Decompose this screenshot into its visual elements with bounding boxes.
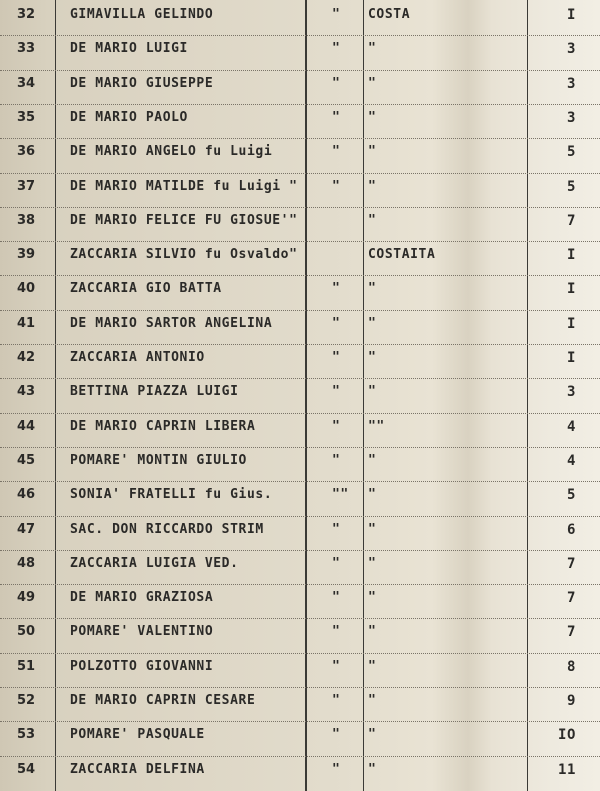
row-ditto-mark: " — [332, 41, 341, 57]
row-name: GIMAVILLA GELINDO — [70, 7, 214, 22]
row-location: " — [368, 144, 377, 160]
row-value: 7 — [566, 212, 576, 229]
table-row — [0, 585, 600, 619]
row-name: POMARE' VALENTINO — [70, 624, 214, 640]
row-number: 45 — [17, 452, 36, 468]
row-ditto-mark: " — [332, 315, 341, 331]
row-number: 43 — [17, 384, 36, 400]
row-name: DE MARIO GRAZIOSA — [70, 590, 214, 606]
row-location: " — [368, 41, 377, 57]
row-number: 34 — [17, 75, 36, 91]
table-row — [0, 71, 600, 105]
row-location: " — [368, 315, 377, 331]
row-location: " — [368, 452, 377, 468]
row-ditto-mark: " — [332, 418, 341, 434]
row-ditto-mark: " — [332, 761, 341, 777]
table-row — [0, 276, 600, 310]
table-row — [0, 139, 600, 173]
row-location: " — [368, 727, 377, 743]
row-number: 36 — [17, 144, 36, 160]
row-value: I — [566, 7, 576, 23]
row-value: 11 — [557, 761, 576, 778]
row-location: " — [368, 521, 377, 537]
row-value: 6 — [566, 521, 576, 538]
row-number: 47 — [17, 521, 36, 537]
row-name: POLZOTTO GIOVANNI — [70, 658, 214, 674]
table-row — [0, 379, 600, 413]
row-location: COSTA — [368, 7, 411, 22]
row-name: DE MARIO CAPRIN LIBERA — [70, 418, 256, 434]
row-number: 46 — [17, 487, 36, 503]
row-ditto-mark: " — [332, 350, 341, 365]
row-value: 8 — [566, 658, 576, 675]
row-ditto-mark: " — [332, 452, 341, 468]
table-row — [0, 688, 600, 722]
row-number: 40 — [17, 281, 36, 297]
row-location: " — [368, 658, 377, 674]
row-ditto-mark: " — [332, 658, 341, 674]
table-row — [0, 654, 600, 688]
row-value: 5 — [566, 487, 576, 504]
row-location: COSTAITA — [368, 247, 436, 263]
row-location: " — [368, 350, 377, 365]
row-name: DE MARIO PAOLO — [70, 109, 188, 125]
row-value: IO — [557, 727, 576, 744]
row-name: DE MARIO LUIGI — [70, 41, 188, 57]
row-number: 54 — [17, 761, 36, 777]
row-value: I — [566, 247, 576, 264]
table-row — [0, 448, 600, 482]
row-name: SONIA' FRATELLI fu Gius. — [70, 487, 273, 503]
row-value: 7 — [566, 590, 576, 607]
row-location: "" — [368, 418, 385, 434]
row-value: 4 — [566, 452, 576, 469]
row-number: 32 — [17, 7, 36, 22]
row-value: 9 — [566, 693, 576, 709]
row-location: " — [368, 693, 377, 708]
row-value: 3 — [566, 109, 576, 126]
row-name: DE MARIO MATILDE fu Luigi " — [70, 178, 298, 194]
row-name: POMARE' MONTIN GIULIO — [70, 452, 247, 468]
row-location: " — [368, 384, 377, 400]
row-name: SAC. DON RICCARDO STRIM — [70, 521, 264, 537]
row-value: 7 — [566, 624, 576, 641]
row-ditto-mark: " — [332, 624, 341, 640]
table-row — [0, 619, 600, 653]
row-ditto-mark: " — [332, 384, 341, 400]
row-number: 49 — [17, 590, 36, 606]
row-value: 7 — [566, 555, 576, 572]
table-row — [0, 174, 600, 208]
row-value: I — [566, 350, 576, 366]
row-ditto-mark: " — [332, 590, 341, 606]
table-row — [0, 242, 600, 276]
row-name: ZACCARIA ANTONIO — [70, 350, 205, 365]
row-location: " — [368, 178, 377, 194]
row-location: " — [368, 761, 377, 777]
row-location: " — [368, 590, 377, 606]
row-ditto-mark: " — [332, 555, 341, 571]
table-row — [0, 414, 600, 448]
row-name: DE MARIO GIUSEPPE — [70, 75, 214, 91]
table-row — [0, 722, 600, 756]
row-number: 39 — [17, 247, 36, 263]
row-name: BETTINA PIAZZA LUIGI — [70, 384, 239, 400]
row-ditto-mark: "" — [332, 487, 349, 503]
table-row — [0, 551, 600, 585]
row-number: 37 — [17, 178, 36, 194]
row-number: 48 — [17, 555, 36, 571]
row-number: 33 — [17, 41, 36, 57]
table-row — [0, 208, 600, 242]
row-value: I — [566, 315, 576, 332]
table-row — [0, 36, 600, 70]
row-ditto-mark: " — [332, 281, 341, 297]
row-value: 3 — [566, 75, 576, 92]
row-value: 5 — [566, 178, 576, 195]
row-location: " — [368, 75, 377, 91]
row-number: 38 — [17, 212, 36, 228]
row-name: ZACCARIA SILVIO fu Osvaldo" — [70, 247, 298, 263]
table-row — [0, 517, 600, 551]
row-location: " — [368, 624, 377, 640]
row-value: 3 — [566, 384, 576, 401]
row-name: POMARE' PASQUALE — [70, 727, 205, 743]
table-row — [0, 482, 600, 516]
row-name: DE MARIO CAPRIN CESARE — [70, 693, 256, 708]
row-name: DE MARIO ANGELO fu Luigi — [70, 144, 273, 160]
row-number: 52 — [17, 693, 36, 708]
row-ditto-mark: " — [332, 727, 341, 743]
row-value: 3 — [566, 41, 576, 58]
row-ditto-mark: " — [332, 693, 341, 708]
table-row — [0, 311, 600, 345]
row-location: " — [368, 555, 377, 571]
row-location: " — [368, 109, 377, 125]
row-name: DE MARIO FELICE FU GIOSUE'" — [70, 212, 298, 228]
row-ditto-mark: " — [332, 144, 341, 160]
table-row — [0, 2, 600, 36]
row-ditto-mark: " — [332, 178, 341, 194]
row-name: ZACCARIA GIO BATTA — [70, 281, 222, 297]
row-number: 50 — [17, 624, 36, 640]
table-row — [0, 105, 600, 139]
row-ditto-mark: " — [332, 75, 341, 91]
row-location: " — [368, 487, 377, 503]
table-row — [0, 345, 600, 379]
row-number: 53 — [17, 727, 36, 743]
row-name: ZACCARIA DELFINA — [70, 761, 205, 777]
row-number: 41 — [17, 315, 36, 331]
row-location: " — [368, 212, 377, 228]
row-name: DE MARIO SARTOR ANGELINA — [70, 315, 273, 331]
row-value: 4 — [566, 418, 576, 435]
row-name: ZACCARIA LUIGIA VED. — [70, 555, 239, 571]
row-ditto-mark: " — [332, 521, 341, 537]
row-value: 5 — [566, 144, 576, 161]
row-value: I — [566, 281, 576, 298]
row-number: 44 — [17, 418, 36, 434]
row-number: 42 — [17, 350, 36, 365]
table-row — [0, 757, 600, 791]
row-number: 51 — [17, 658, 36, 674]
row-location: " — [368, 281, 377, 297]
row-ditto-mark: " — [332, 7, 341, 22]
row-number: 35 — [17, 109, 36, 125]
row-ditto-mark: " — [332, 109, 341, 125]
